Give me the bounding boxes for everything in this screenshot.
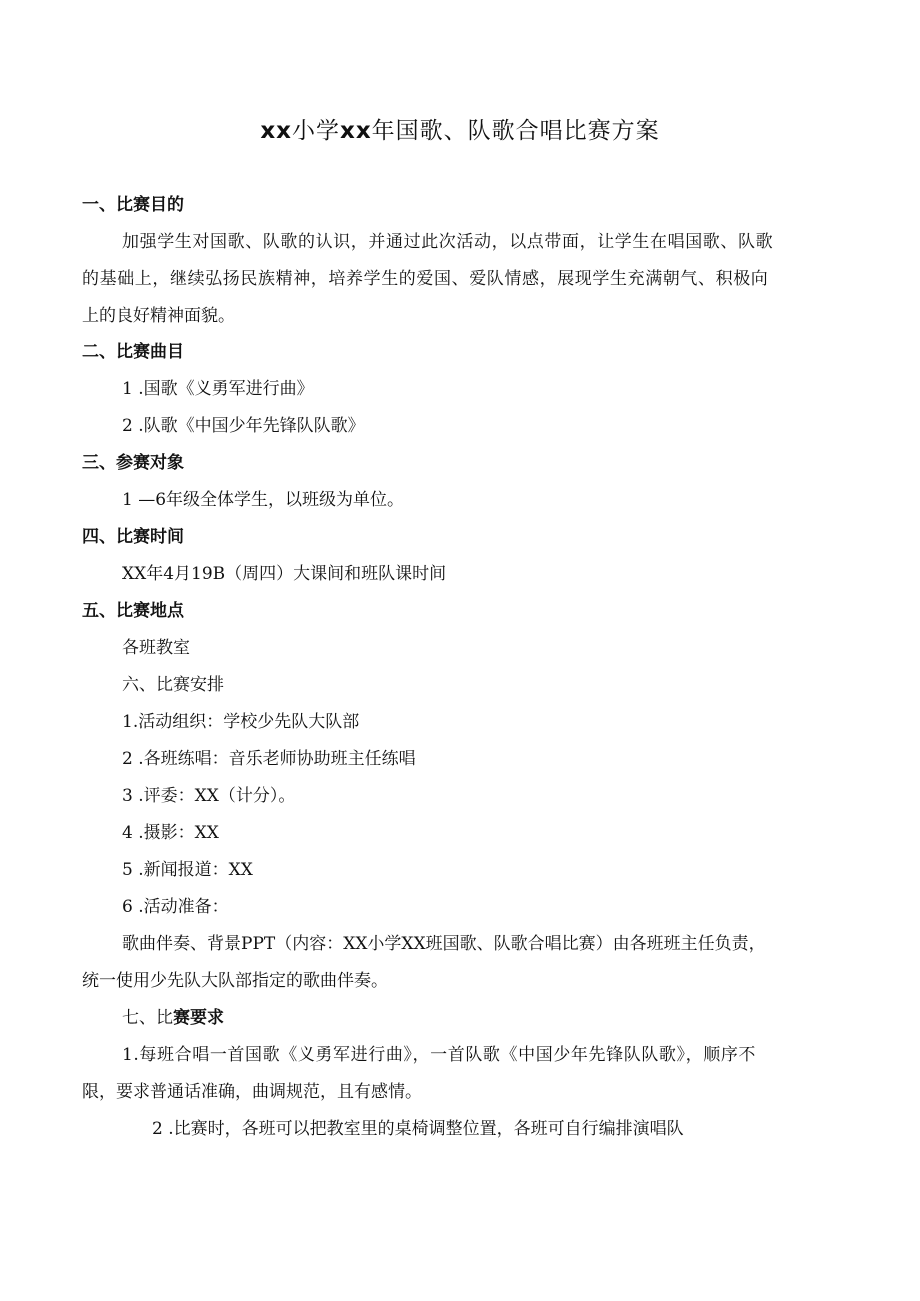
time-text: XX年4月19B（周四）大课间和班队课时间 [122, 564, 447, 584]
section-heading-purpose: 一、比赛目的 [82, 195, 184, 215]
section-heading-participants: 三、参赛对象 [82, 453, 184, 473]
requirement-1-line-2: 限，要求普通话准确，曲调规范，且有感情。 [82, 1082, 422, 1102]
participants-text: 1 —6年级全体学生，以班级为单位。 [122, 490, 405, 510]
purpose-line-2: 的基础上，继续弘扬民族精神，培养学生的爱国、爱队情感，展现学生充满朝气、积极向 [82, 269, 769, 289]
title-placeholder-school: xx [260, 118, 292, 144]
section-heading-location: 五、比赛地点 [82, 601, 184, 621]
arrangement-item-4: 4 .摄影：XX [122, 823, 219, 843]
arrangement-item-2: 2 .各班练唱：音乐老师协助班主任练唱 [122, 749, 416, 769]
document-title [0, 112, 920, 145]
section-heading-time: 四、比赛时间 [82, 527, 184, 547]
title-text-school: 小学 [292, 118, 340, 144]
title-placeholder-year: xx [340, 118, 372, 144]
song-item-1: 1 .国歌《义勇军进行曲》 [122, 379, 314, 399]
section-heading-requirements [122, 1006, 224, 1030]
requirement-2-line-1: 2 .比赛时，各班可以把教室里的桌椅调整位置，各班可自行编排演唱队 [152, 1119, 684, 1139]
requirements-heading-part-b: 赛要求 [173, 1008, 224, 1028]
song-item-2: 2 .队歌《中国少年先锋队队歌》 [122, 416, 365, 436]
title-text-rest: 年国歌、队歌合唱比赛方案 [371, 118, 660, 144]
purpose-line-3: 上的良好精神面貌。 [82, 306, 235, 326]
arrangement-item-3: 3 .评委：XX（计分）。 [122, 786, 296, 806]
location-text: 各班教室 [122, 638, 190, 658]
arrangement-item-1: 1.活动组织：学校少先队大队部 [122, 712, 360, 732]
section-heading-songs: 二、比赛曲目 [82, 342, 184, 362]
requirements-heading-part-a: 七、比 [122, 1008, 173, 1028]
purpose-line-1: 加强学生对国歌、队歌的认识，并通过此次活动，以点带面，让学生在唱国歌、队歌 [122, 232, 774, 252]
prep-line-1: 歌曲伴奏、背景PPT（内容：XX小学XX班国歌、队歌合唱比赛）由各班班主任负责， [122, 934, 766, 954]
arrangement-item-5: 5 .新闻报道：XX [122, 860, 253, 880]
section-heading-arrangement: 六、比赛安排 [122, 675, 224, 695]
requirement-1-line-1: 1.每班合唱一首国歌《义勇军进行曲》，一首队歌《中国少年先锋队队歌》，顺序不 [122, 1045, 757, 1065]
prep-line-2: 统一使用少先队大队部指定的歌曲伴奏。 [82, 971, 388, 991]
arrangement-item-6: 6 .活动准备： [122, 897, 229, 917]
